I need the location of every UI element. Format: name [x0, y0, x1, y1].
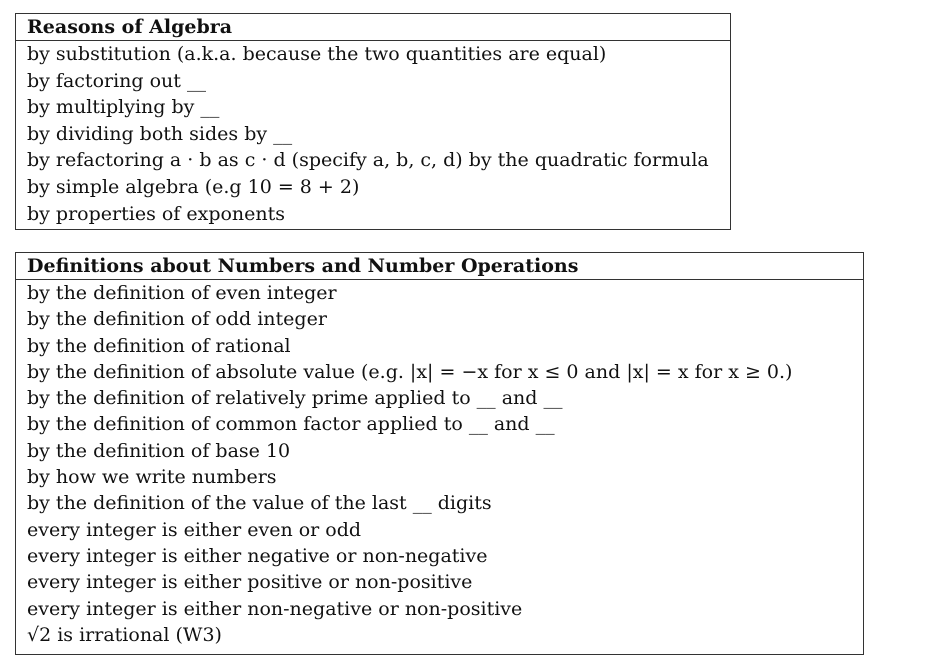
- number-definitions-table: [15, 252, 864, 655]
- table-title: Definitions about Numbers and Number Operations: [16, 253, 863, 280]
- table-row: every integer is either even or odd: [27, 518, 362, 541]
- reasons-of-algebra-table: [15, 13, 731, 230]
- table-row: every integer is either positive or non-positive: [27, 571, 473, 594]
- table-row: by factoring out __: [27, 69, 206, 92]
- table-row: by refactoring a · b as c · d (specify a, b, c, d) by the quadratic formula: [27, 149, 709, 172]
- table-row: by the definition of even integer: [27, 282, 337, 304]
- table-row: by how we write numbers: [27, 466, 277, 489]
- table-row: every integer is either negative or non-negative: [27, 544, 488, 567]
- table-row: by dividing both sides by __: [27, 122, 293, 145]
- table-row: by the definition of common factor applied to __ and __: [27, 413, 555, 436]
- table-row: by the definition of odd integer: [27, 308, 327, 331]
- table-row: by the definition of absolute value (e.g. |x| = −x for x ≤ 0 and |x| = x for x ≥ 0.): [27, 360, 793, 383]
- table-title: Reasons of Algebra: [16, 14, 730, 41]
- table-row: by the definition of rational: [27, 334, 291, 357]
- table-row: by substitution (a.k.a. because the two quantities are equal): [27, 43, 607, 65]
- table-row: by multiplying by __: [27, 96, 220, 119]
- table-row: by simple algebra (e.g 10 = 8 + 2): [27, 175, 360, 198]
- table-row: by the definition of relatively prime applied to __ and __: [27, 387, 563, 410]
- table-row: every integer is either non-negative or non-positive: [27, 597, 523, 620]
- table-row: by properties of exponents: [27, 202, 286, 225]
- table-row: by the definition of the value of the last __ digits: [27, 492, 492, 515]
- table-row: by the definition of base 10: [27, 439, 291, 462]
- table-row: √2 is irrational (W3): [27, 623, 222, 646]
